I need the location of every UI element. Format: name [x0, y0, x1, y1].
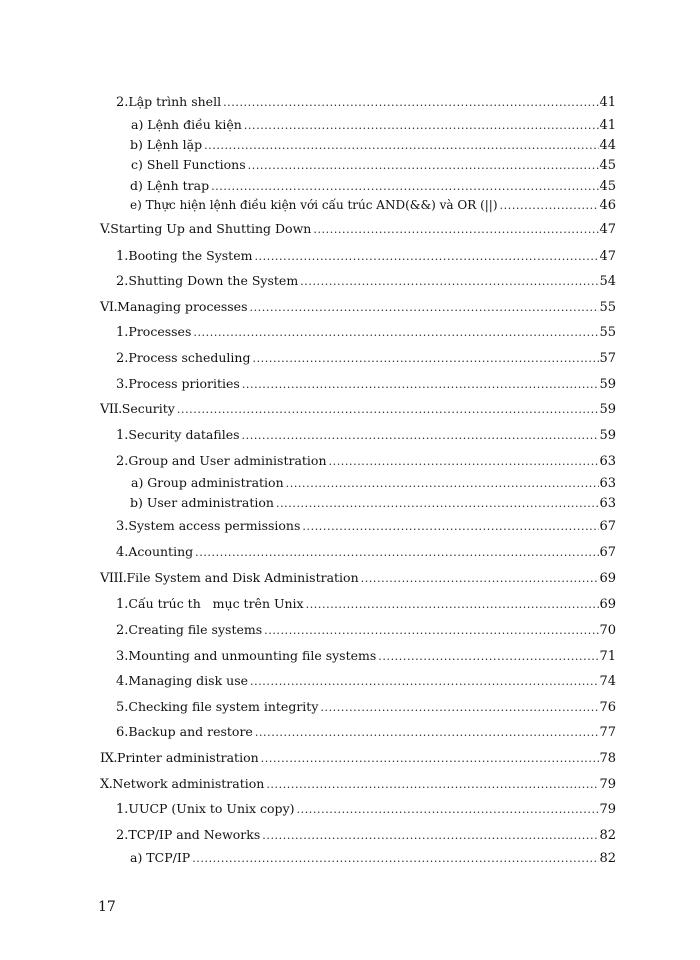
toc-dot-leader: [254, 249, 599, 265]
toc-entry[interactable]: [130, 178, 616, 195]
toc-entry-number: 2.: [116, 828, 129, 843]
toc-dot-leader: [242, 377, 600, 393]
toc-entry-title: TCP/IP and Neworks: [128, 827, 261, 842]
toc-entry[interactable]: [116, 94, 616, 111]
toc-entry-number: 6.: [116, 725, 129, 740]
toc-entry-number: 2.: [116, 351, 129, 366]
toc-entry-title: Booting the System: [128, 248, 253, 263]
toc-entry[interactable]: [116, 673, 616, 690]
toc-entry[interactable]: [100, 776, 616, 793]
toc-entry-title: Mounting and unmounting file systems: [128, 648, 377, 663]
toc-entry-title: Security: [121, 401, 175, 416]
toc-entry-number: 1.: [116, 249, 129, 264]
toc-entry-number: 4.: [116, 545, 129, 560]
toc-entry-title: a) Group administration: [131, 475, 284, 490]
toc-dot-leader: [306, 597, 600, 613]
toc-entry-page: 55: [599, 325, 616, 340]
toc-entry-number: 2.: [116, 454, 129, 469]
toc-entry[interactable]: [131, 475, 616, 492]
toc-entry-page: 59: [599, 402, 616, 417]
toc-dot-leader: [361, 571, 600, 587]
toc-entry[interactable]: [100, 299, 616, 316]
toc-entry[interactable]: [116, 622, 616, 639]
toc-entry-number: VII.: [100, 402, 122, 417]
toc-entry[interactable]: [116, 248, 616, 265]
toc-entry-title: Security datafiles: [128, 427, 240, 442]
toc-entry-number: 1.: [116, 428, 129, 443]
toc-entry-number: 5.: [116, 700, 129, 715]
toc-entry-page: 47: [599, 249, 616, 264]
toc-entry[interactable]: [116, 596, 616, 613]
toc-dot-leader: [250, 674, 599, 690]
toc-entry[interactable]: [116, 518, 616, 535]
toc-entry-page: 63: [599, 454, 616, 469]
toc-entry[interactable]: [116, 648, 616, 665]
toc-dot-leader: [211, 179, 599, 195]
toc-entry-number: VIII.: [100, 571, 127, 586]
toc-dot-leader: [223, 95, 599, 111]
toc-entry-page: 63: [599, 496, 616, 511]
toc-entry[interactable]: [116, 273, 616, 290]
toc-entry-title: Starting Up and Shutting Down: [110, 221, 312, 236]
toc-entry[interactable]: [100, 221, 616, 238]
toc-dot-leader: [242, 428, 600, 444]
toc-dot-leader: [302, 519, 599, 535]
toc-entry-page: 46: [599, 198, 616, 213]
toc-entry[interactable]: [116, 699, 616, 716]
toc-entry-title: d) Lệnh trap: [130, 178, 210, 193]
toc-entry-number: 1.: [116, 325, 129, 340]
toc-entry-title: a) TCP/IP: [130, 850, 191, 865]
toc-entry-page: 57: [599, 351, 616, 366]
toc-entry-page: 79: [599, 777, 616, 792]
toc-entry-page: 55: [599, 300, 616, 315]
toc-dot-leader: [255, 725, 600, 741]
toc-entry[interactable]: [131, 157, 616, 174]
page-number: 17: [98, 899, 116, 915]
toc-dot-leader: [500, 198, 600, 214]
toc-entry-page: 47: [599, 222, 616, 237]
toc-dot-leader: [249, 300, 599, 316]
toc-entry-title: UUCP (Unix to Unix copy): [128, 801, 295, 816]
toc-dot-leader: [244, 118, 600, 134]
toc-entry-title: Printer administration: [117, 750, 259, 765]
toc-entry-title: b) User administration: [130, 495, 274, 510]
toc-entry-page: 74: [599, 674, 616, 689]
toc-entry-page: 70: [599, 623, 616, 638]
toc-dot-leader: [378, 649, 599, 665]
toc-entry-number: 2.: [116, 274, 129, 289]
toc-entry-number: 2.: [116, 623, 129, 638]
toc-entry-title: Cấu trúc th mục trên Unix: [128, 596, 304, 611]
toc-entry-page: 45: [599, 158, 616, 173]
toc-entry-page: 69: [599, 597, 616, 612]
toc-entry-page: 77: [599, 725, 616, 740]
toc-entry-title: a) Lệnh điều kiện: [131, 117, 242, 132]
toc-entry-title: Process priorities: [128, 376, 240, 391]
toc-entry[interactable]: [116, 827, 616, 844]
toc-entry-page: 82: [599, 828, 616, 843]
toc-entry-title: Backup and restore: [128, 724, 253, 739]
toc-entry-page: 54: [599, 274, 616, 289]
toc-entry-page: 45: [599, 179, 616, 194]
toc-entry-page: 76: [599, 700, 616, 715]
toc-entry-title: Network administration: [112, 776, 265, 791]
toc-dot-leader: [329, 454, 600, 470]
toc-entry-page: 63: [599, 476, 616, 491]
toc-entry[interactable]: [116, 724, 616, 741]
toc-dot-leader: [252, 351, 599, 367]
toc-entry-title: e) Thực hiện lệnh điều kiện với cấu trúc AND(&&) và OR (||): [130, 198, 498, 212]
toc-entry-title: File System and Disk Administration: [126, 570, 359, 585]
toc-dot-leader: [266, 777, 599, 793]
toc-dot-leader: [204, 138, 599, 154]
toc-entry-number: IX.: [100, 751, 118, 766]
toc-entry-title: Managing disk use: [128, 673, 249, 688]
toc-entry-page: 71: [599, 649, 616, 664]
toc-entry-page: 41: [599, 118, 616, 133]
toc-entry-page: 59: [599, 377, 616, 392]
toc-entry[interactable]: [100, 750, 616, 767]
toc-dot-leader: [320, 700, 599, 716]
toc-entry-number: X.: [100, 777, 113, 792]
toc-entry-page: 67: [599, 519, 616, 534]
toc-entry-page: 78: [599, 751, 616, 766]
toc-entry-title: System access permissions: [128, 518, 301, 533]
toc-dot-leader: [261, 751, 600, 767]
toc-entry-title: Lập trình shell: [128, 94, 222, 109]
toc-dot-leader: [262, 828, 599, 844]
toc-entry-number: VI.: [100, 300, 118, 315]
toc-dot-leader: [300, 274, 599, 290]
toc-entry-number: 2.: [116, 95, 129, 110]
toc-dot-leader: [264, 623, 599, 639]
toc-entry[interactable]: [116, 350, 616, 367]
toc-entry-page: 79: [599, 802, 616, 817]
toc-entry[interactable]: [116, 453, 616, 470]
toc-entry-title: b) Lệnh lặp: [130, 137, 203, 152]
toc-entry-title: Processes: [128, 324, 192, 339]
toc-entry[interactable]: [130, 137, 616, 154]
toc-entry[interactable]: [116, 427, 616, 444]
toc-dot-leader: [195, 545, 599, 561]
toc-entry-page: 82: [599, 851, 616, 866]
toc-entry-number: 1.: [116, 802, 129, 817]
toc-entry-title: Managing processes: [117, 299, 248, 314]
toc-entry-number: 3.: [116, 377, 129, 392]
toc-entry-title: Checking file system integrity: [128, 699, 319, 714]
toc-entry-page: 69: [599, 571, 616, 586]
toc-entry-page: 59: [599, 428, 616, 443]
toc-dot-leader: [248, 158, 600, 174]
toc-entry[interactable]: [130, 495, 616, 512]
toc-entry-title: Creating file systems: [128, 622, 263, 637]
toc-entry-number: 3.: [116, 649, 129, 664]
toc-entry[interactable]: [116, 376, 616, 393]
toc-entry-title: Group and User administration: [128, 453, 327, 468]
toc-entry[interactable]: [116, 801, 616, 818]
toc-entry[interactable]: [116, 324, 616, 341]
toc-dot-leader: [192, 851, 599, 867]
toc-dot-leader: [193, 325, 599, 341]
toc-entry-number: 3.: [116, 519, 129, 534]
toc-dot-leader: [286, 476, 600, 492]
toc-entry[interactable]: [131, 117, 616, 134]
toc-entry-number: 1.: [116, 597, 129, 612]
toc-entry-number: 4.: [116, 674, 129, 689]
toc-entry-page: 41: [599, 95, 616, 110]
toc-entry-page: 44: [599, 138, 616, 153]
toc-entry[interactable]: [100, 401, 616, 418]
toc-dot-leader: [313, 222, 599, 238]
toc-entry[interactable]: [116, 544, 616, 561]
toc-entry-title: Acounting: [128, 544, 194, 559]
toc-dot-leader: [177, 402, 600, 418]
toc-entry-title: c) Shell Functions: [131, 157, 246, 172]
toc-dot-leader: [297, 802, 600, 818]
toc-entry-title: Shutting Down the System: [128, 273, 299, 288]
toc-entry[interactable]: [130, 197, 616, 214]
toc-entry-number: V.: [100, 222, 111, 237]
toc-entry-page: 67: [599, 545, 616, 560]
toc-entry[interactable]: [100, 570, 616, 587]
toc-entry-title: Process scheduling: [128, 350, 251, 365]
toc-dot-leader: [276, 496, 599, 512]
toc-entry[interactable]: [130, 850, 616, 867]
